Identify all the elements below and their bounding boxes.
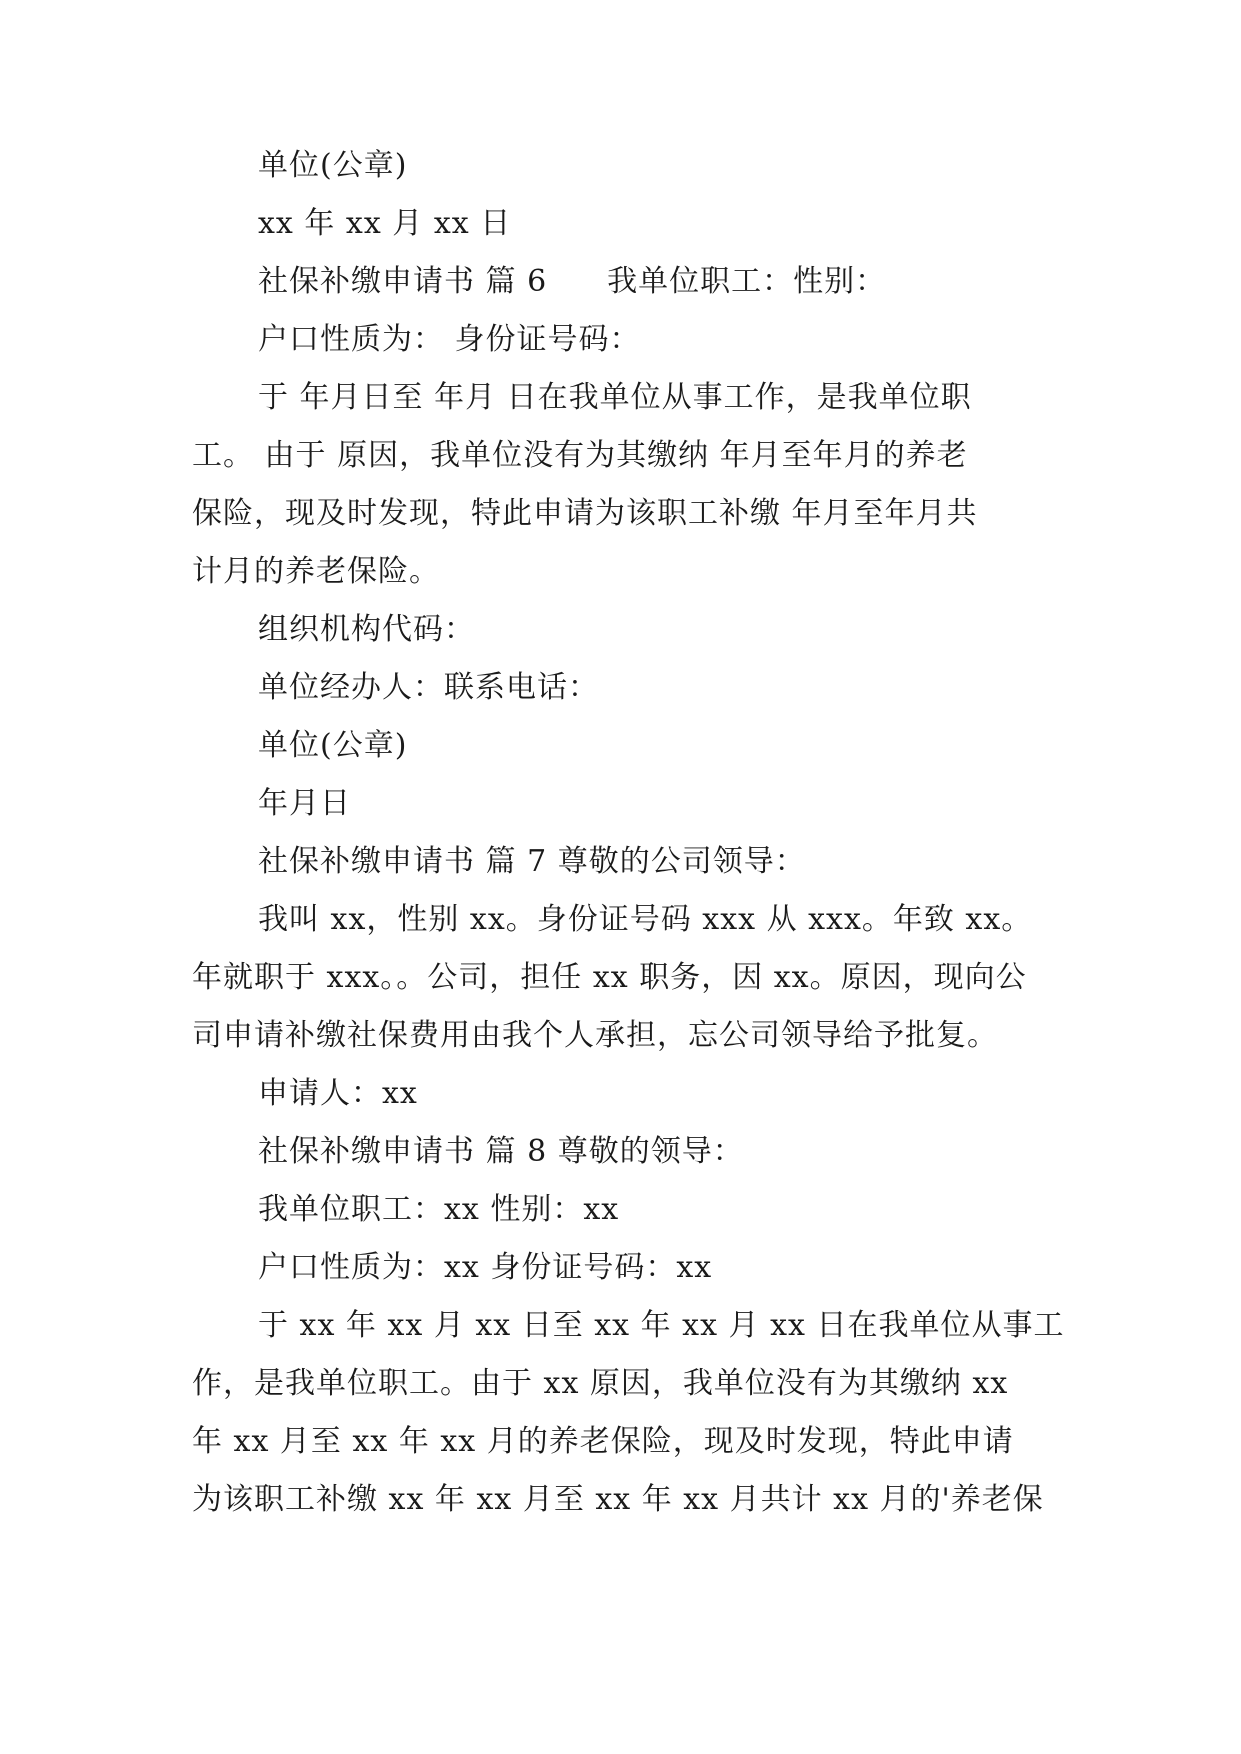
text-line: 户口性质为： 身份证号码：: [258, 322, 641, 357]
section-heading: 社保补缴申请书 篇 8 尊敬的领导：: [258, 1134, 744, 1169]
text-inline: 我单位职工：性别：: [607, 264, 887, 299]
text-line: xx 年 xx 月 xx 日: [258, 206, 512, 241]
text-line: 单位(公章): [258, 148, 408, 183]
text-line: 年月日: [258, 786, 351, 821]
paragraph-line: 我叫 xx，性别 xx。身份证号码 xxx 从 xxx。年致 xx。: [258, 902, 1033, 937]
text-line: 户口性质为：xx 身份证号码：xx: [258, 1250, 713, 1285]
paragraph-line: 司申请补缴社保费用由我个人承担，忘公司领导给予批复。: [192, 1018, 998, 1053]
paragraph-line: 作，是我单位职工。由于 xx 原因，我单位没有为其缴纳 xx: [192, 1366, 1009, 1401]
paragraph-line: 为该职工补缴 xx 年 xx 月至 xx 年 xx 月共计 xx 月的'养老保: [192, 1482, 1044, 1517]
text-line: 申请人：xx: [258, 1076, 418, 1111]
text-line: 组织机构代码：: [258, 612, 475, 647]
paragraph-line: 年 xx 月至 xx 年 xx 月的养老保险，现及时发现，特此申请: [192, 1424, 1014, 1459]
text-line: 我单位职工：xx 性别：xx: [258, 1192, 620, 1227]
paragraph-line: 于 xx 年 xx 月 xx 日至 xx 年 xx 月 xx 日在我单位从事工: [258, 1308, 1065, 1343]
text-line: 单位(公章): [258, 728, 408, 763]
section-heading-line: [258, 262, 886, 302]
paragraph-line: 计月的养老保险。: [192, 554, 440, 589]
text-line: 单位经办人：联系电话：: [258, 670, 599, 705]
paragraph-line: 年就职于 xxx。。公司，担任 xx 职务，因 xx。原因，现向公: [192, 960, 1027, 995]
paragraph-line: 工。 由于 原因，我单位没有为其缴纳 年月至年月的养老: [192, 438, 968, 473]
paragraph-line: 保险，现及时发现，特此申请为该职工补缴 年月至年月共: [192, 496, 978, 531]
section-heading: 社保补缴申请书 篇 7 尊敬的公司领导：: [258, 844, 806, 879]
paragraph-line: 于 年月日至 年月 日在我单位从事工作，是我单位职: [258, 380, 972, 415]
section-heading: 社保补缴申请书 篇 6: [258, 264, 548, 299]
